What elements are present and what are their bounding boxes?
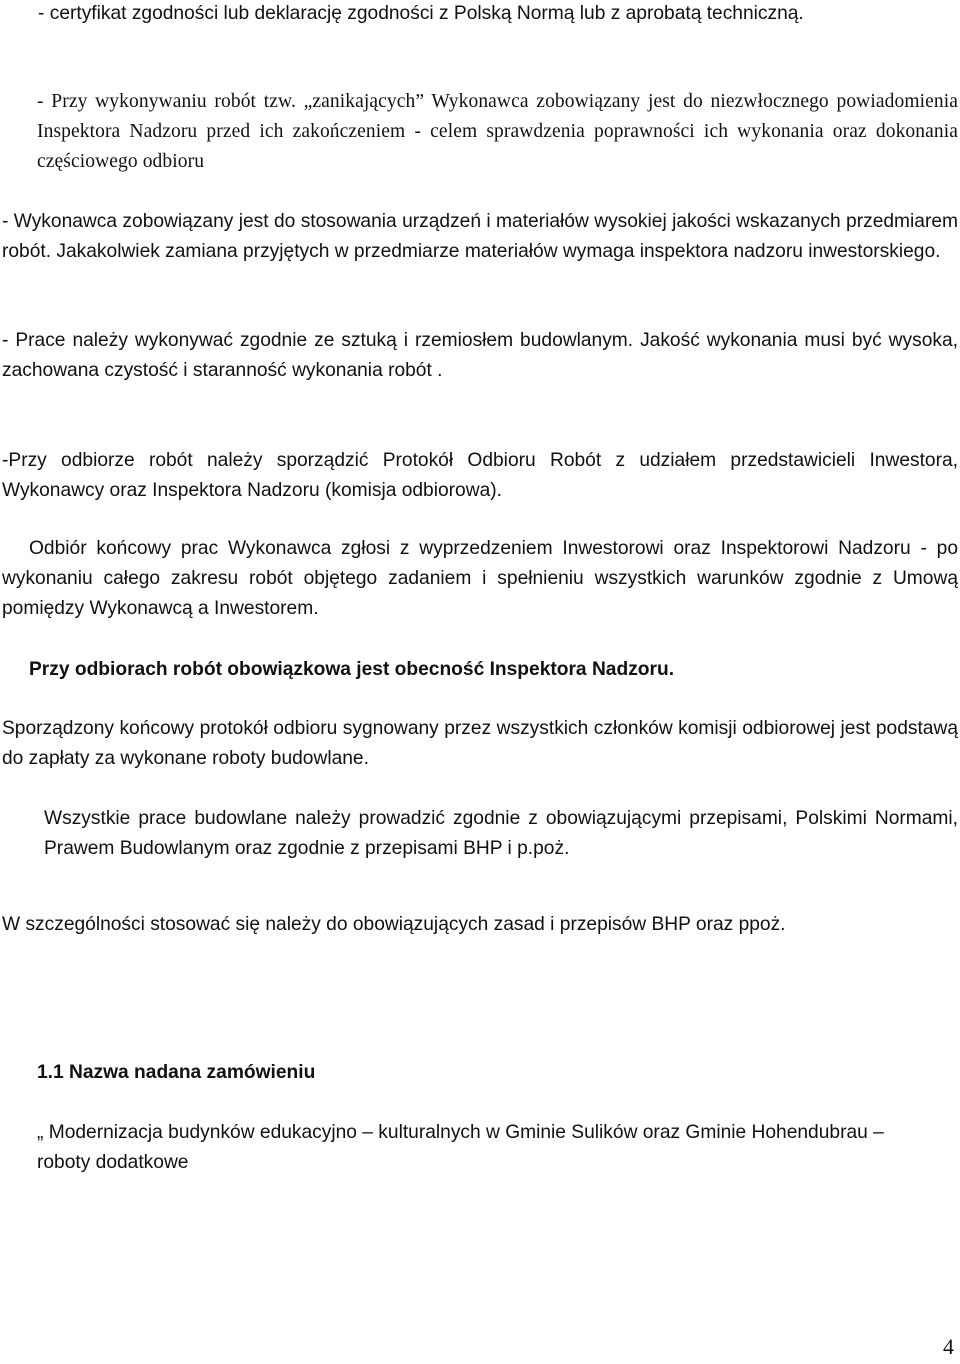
paragraph-workmanship: - Prace należy wykonywać zgodnie ze sztuką i rzemiosłem budowlanym. Jakość wykonania musi być wysoka, zachowana czystość i staranność wykonania robót . xyxy=(2,330,958,381)
paragraph-acceptance-protocol: -Przy odbiorze robót należy sporządzić Protokół Odbioru Robót z udziałem przedstawicieli Inwestora, Wykonawcy oraz Inspektora Nadzoru (komisja odbiorowa). xyxy=(2,450,958,501)
paragraph-regulations: Wszystkie prace budowlane należy prowadzić zgodnie z obowiązującymi przepisami, Polskimi Normami, Prawem Budowlanym oraz zgodnie z przepisami BHP i p.poż. xyxy=(44,808,958,859)
paragraph-inspector-presence: Przy odbiorach robót obowiązkowa jest obecność Inspektora Nadzoru. xyxy=(29,659,675,680)
page-number: 4 xyxy=(943,1334,954,1359)
paragraph-bhp: W szczególności stosować się należy do obowiązujących zasad i przepisów BHP oraz ppoż. xyxy=(2,914,786,935)
section-heading: 1.1 Nazwa nadana zamówieniu xyxy=(37,1062,316,1083)
order-title: „ Modernizacja budynków edukacyjno – kulturalnych w Gminie Sulików oraz Gminie Hohendubrau – roboty dodatkowe xyxy=(37,1122,884,1173)
paragraph-final-protocol: Sporządzony końcowy protokół odbioru sygnowany przez wszystkich członków komisji odbiorowej jest podstawą do zapłaty za wykonane roboty budowlane. xyxy=(2,718,958,769)
paragraph-certificate: - certyfikat zgodności lub deklarację zgodności z Polską Normą lub z aprobatą techniczną. xyxy=(38,3,804,24)
paragraph-hidden-works: - Przy wykonywaniu robót tzw. „zanikających” Wykonawca zobowiązany jest do niezwłocznego powiadomienia Inspektora Nadzoru przed ich zakończeniem - celem sprawdzenia poprawności ich wykonania oraz dokonania częściowego odbioru xyxy=(37,91,958,172)
paragraph-final-acceptance: Odbiór końcowy prac Wykonawca zgłosi z wyprzedzeniem Inwestorowi oraz Inspektorowi Nadzoru - po wykonaniu całego zakresu robót objętego zadaniem i spełnieniu wszystkich warunków zgodnie z Umową pomiędzy Wykonawcą a Inwestorem. xyxy=(2,538,958,619)
paragraph-materials-quality: - Wykonawca zobowiązany jest do stosowania urządzeń i materiałów wysokiej jakości wskazanych przedmiarem robót. Jakakolwiek zamiana przyjętych w przedmiarze materiałów wymaga inspektora nadzoru inwestorskiego. xyxy=(2,211,958,262)
